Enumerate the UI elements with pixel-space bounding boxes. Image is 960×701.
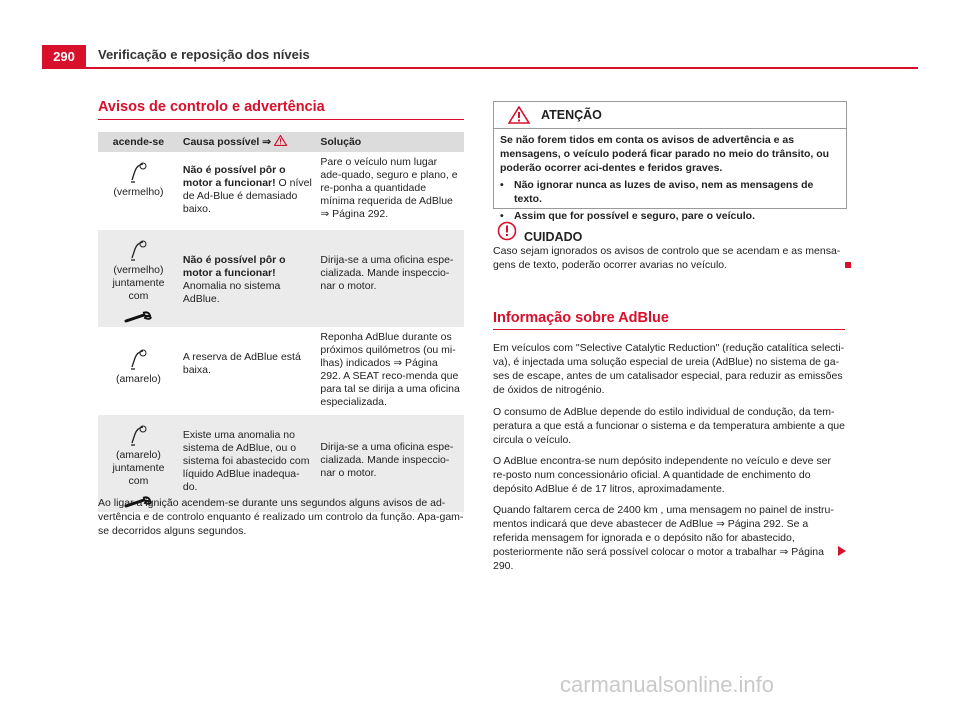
table-row [98, 152, 464, 230]
cause-bold: Não é possível pôr o motor a funcionar! [182, 164, 286, 189]
adblue-paragraph-2: O consumo de AdBlue depende do estilo individual de condução, da tem-peratura a que está a funcionar o sistema e da temperatura ambiente a que circula o veículo. [493, 406, 845, 446]
watermark: carmanualsonline.info [560, 672, 775, 697]
cause-text: A reserva de AdBlue está baixa. [182, 351, 301, 376]
section-title-adblue: Informação sobre AdBlue [493, 310, 669, 326]
section-rule [98, 119, 464, 120]
wrench-icon [124, 311, 152, 323]
warning-box [493, 101, 847, 222]
page-number: 290 [42, 45, 86, 67]
warning-body [494, 129, 846, 227]
warning-triangle-icon [508, 106, 530, 124]
warning-text: Se não forem tidos em conta os avisos de advertência e as mensagens, o veículo poderá ficar parado no meio do trânsito, ou poderão ocorrer aci-dentes e feridos graves. [500, 134, 830, 174]
section-rule [493, 329, 845, 330]
lamp-color-label: (amarelo) juntamente com [112, 449, 165, 487]
adblue-paragraph-1: Em veículos com "Selective Catalytic Reduction" (redução catalítica selecti-va), é injectada uma solução especial de ureia (AdBlue) no sistema de ga-ses de escape, antes de um catalisador especial, para reduzir as emissões de óxidos de nitrogénio. [493, 342, 845, 396]
running-title: Verificação e reposição dos níveis [98, 47, 310, 62]
warning-label: ATENÇÃO [541, 108, 602, 122]
lamp-cell [98, 327, 179, 415]
table-header-row [98, 132, 464, 152]
warning-header [494, 102, 846, 129]
header-rule [42, 67, 918, 69]
adblue-lamp-icon [128, 425, 148, 447]
adblue-lamp-icon [128, 349, 148, 371]
col-header-causa-label: Causa possível ⇒ [182, 136, 272, 148]
adblue-lamp-icon [128, 162, 148, 184]
cause-cell [179, 230, 317, 327]
solution-text: Dirija-se a uma oficina espe-cializada. Mande inspeccio-nar o motor. [320, 441, 454, 479]
caution-circle-icon [497, 221, 517, 241]
cause-text: Existe uma anomalia no sistema de AdBlue, ou o sistema foi abastecido com líquido AdBlue inadequa-do. [182, 429, 310, 493]
lamp-color-label: (vermelho) juntamente com [112, 264, 165, 302]
list-item: • Assim que for possível e seguro, pare o veículo. [500, 210, 755, 222]
lamp-color-label: (amarelo) [115, 373, 161, 385]
caution-text: Caso sejam ignorados os avisos de controlo que se acendam e as mensa-gens de texto, poderão ocorrer avarias no veículo. [493, 245, 841, 271]
table-row [98, 230, 464, 327]
lamp-cell [98, 152, 179, 230]
adblue-paragraph-4: Quando faltarem cerca de 2400 km , uma mensagem no painel de instru-mentos indicará que deve abastecer de AdBlue ⇒ Página 292. Se a referida mensagem for ignorada e o depósito não for abastecido, posteriormente não será possível colocar o motor a trabalhar ⇒ Página 290. [493, 504, 834, 572]
solution-text: Dirija-se a uma oficina espe-cializada. Mande inspeccio-nar o motor. [320, 254, 454, 292]
lamp-cell [98, 230, 179, 327]
table-row [98, 327, 464, 415]
cause-cell [179, 152, 317, 230]
col-header-causa [179, 132, 317, 152]
cause-text: O nível de Ad-Blue é demasiado baixo. [182, 177, 312, 215]
col-header-acende: acende-se [98, 132, 179, 152]
section-title-avisos: Avisos de controlo e advertência [98, 99, 325, 115]
section-end-mark [845, 262, 851, 268]
cause-text: Anomalia no sistema AdBlue. [182, 280, 281, 305]
continue-arrow-icon [837, 546, 847, 556]
adblue-lamp-icon [128, 240, 148, 262]
cause-cell [179, 327, 317, 415]
cause-bold: Não é possível pôr o motor a funcionar! [182, 254, 286, 279]
col-header-solucao: Solução [316, 132, 464, 152]
list-item: • Não ignorar nunca as luzes de aviso, nem as mensagens de texto. [500, 178, 840, 206]
adblue-paragraph-3: O AdBlue encontra-se num depósito independente no veículo e deve ser re-posto num concessionário oficial. A quantidade de enchimento do depósito AdBlue é de 17 litros, aproximadamente. [493, 455, 831, 495]
caution-label: CUIDADO [524, 230, 583, 244]
solution-cell: Reponha AdBlue durante os próximos quilómetros (ou mi-lhas) indicados ⇒ Página 292. A SEAT reco-menda que para tal se dirija a uma oficina especializada. [320, 331, 460, 408]
footnote-paragraph: Ao ligar a ignição acendem-se durante uns segundos alguns avisos de ad-vertência e de controlo enquanto é realizado um controlo da função. Apa-gam-se decorridos alguns segundos. [98, 497, 464, 537]
warning-triangle-icon [274, 135, 287, 146]
warning-bullet-text: Assim que for possível e seguro, pare o veículo. [514, 210, 755, 222]
warning-bullet-text: Não ignorar nunca as luzes de aviso, nem as mensagens de texto. [514, 179, 814, 205]
warning-lamps-table [98, 132, 464, 512]
solution-cell [316, 230, 464, 327]
lamp-color-label: (vermelho) [113, 186, 164, 198]
solution-cell: Pare o veículo num lugar ade-quado, seguro e plano, e re-ponha a quantidade mínima requerida de AdBlue ⇒ Página 292. [320, 156, 458, 220]
